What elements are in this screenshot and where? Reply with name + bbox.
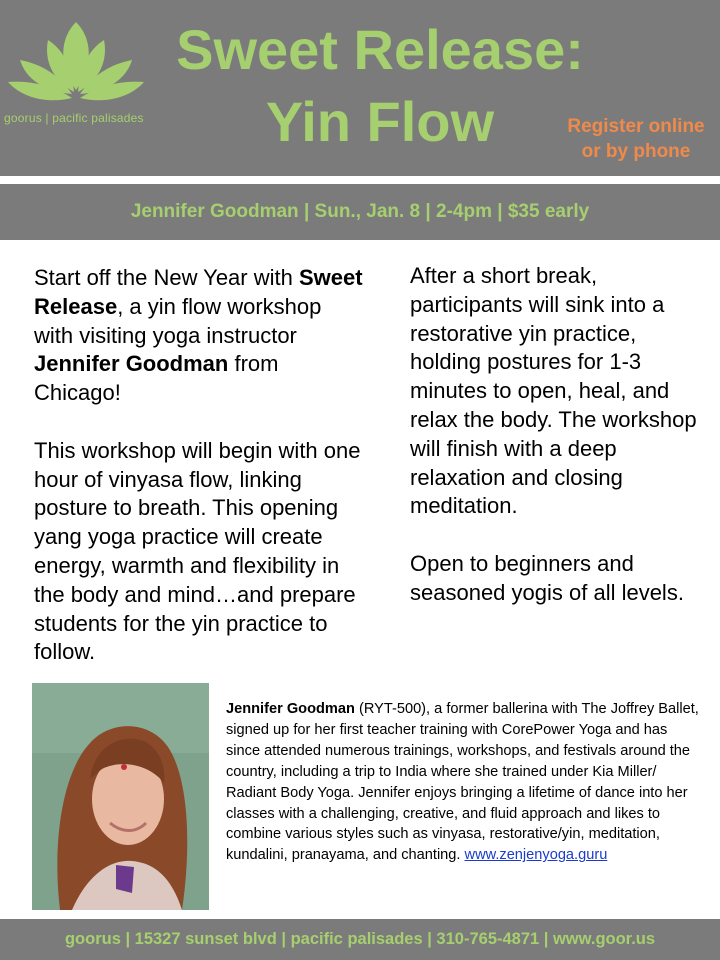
intro-text: , a yin flow workshop with visiting yoga instructor — [34, 293, 322, 348]
instructor-portrait-image — [32, 683, 209, 910]
intro-text: from Chicago! — [34, 351, 279, 406]
register-note — [552, 114, 720, 164]
footer-contact-bar: goorus | 15327 sunset blvd | pacific palisades | 310-765-4871 | www.goor.us — [0, 919, 720, 960]
website-link[interactable]: www.zenjenyoga.guru — [464, 847, 608, 864]
title-line-2: Yin Flow — [265, 90, 495, 153]
title-line-1: Sweet Release: — [176, 18, 584, 81]
intro-text: Start off the New Year with — [34, 265, 299, 290]
instructor-photo — [32, 683, 209, 910]
audience-paragraph: Open to beginners and seasoned yogis of all levels. — [410, 550, 684, 605]
lotus-logo-icon — [6, 18, 146, 112]
logo-text: goorus | pacific palisades — [4, 111, 144, 125]
description-paragraph: After a short break, participants will sink into a restorative yin practice, holding postures for 1-3 minutes to open, heal, and relax the body. The workshop will finish with a deep relaxation and closing meditation. — [410, 263, 697, 519]
intro-paragraph — [34, 264, 364, 408]
left-column — [34, 264, 364, 696]
event-info-bar: Jennifer Goodman | Sun., Jan. 8 | 2-4pm | $35 early — [0, 184, 720, 240]
register-line-1: Register online — [567, 116, 705, 137]
instructor-bio — [226, 699, 704, 866]
bio-text: (RYT-500), a former ballerina with The Joffrey Ballet, signed up for her first teacher training with CorePower Yoga and has since attended numerous trainings, workshops, and festivals around the country, including a trip to India where she trained under Kia Miller/ Radiant Body Yoga. Jennifer enjoys bringing a lifetime of dance into her classes with a challenging, creative, and fluid approach and likes to combine various styles such as vinyasa, restorative/yin, meditation, kundalini, pranayama, and chanting. — [226, 701, 699, 864]
workshop-name: Sweet Release — [34, 265, 363, 319]
bio-name: Jennifer Goodman — [226, 701, 355, 717]
page-title — [140, 14, 620, 158]
register-line-2: or by phone — [581, 141, 691, 162]
header-banner — [0, 0, 720, 176]
right-column — [410, 262, 700, 636]
description-paragraph: This workshop will begin with one hour of vinyasa flow, linking posture to breath. This opening yang yoga practice will create energy, warmth and flexibility in the body and mind…and prepare students for the yin practice to follow. — [34, 437, 361, 665]
instructor-name: Jennifer Goodman — [34, 351, 229, 377]
